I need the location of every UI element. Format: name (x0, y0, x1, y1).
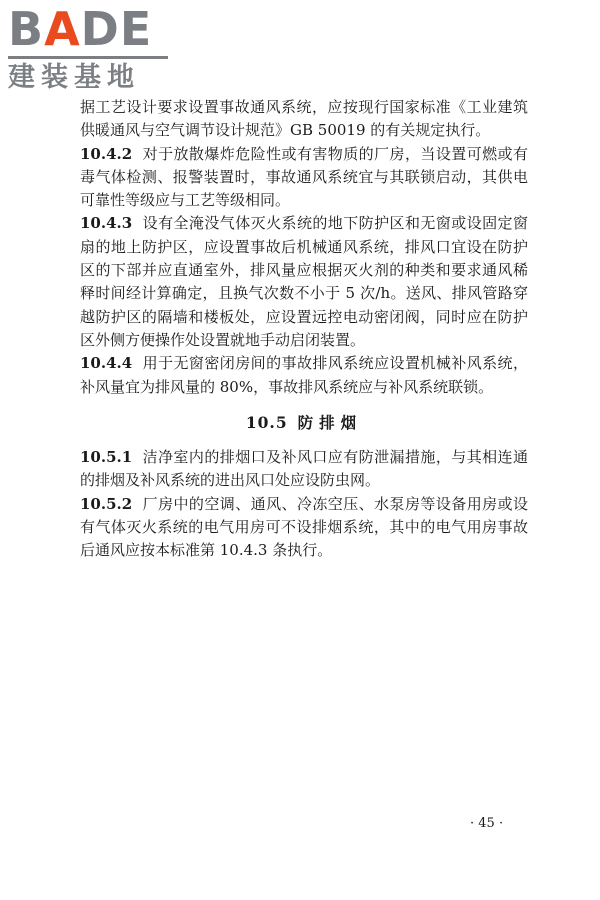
paragraph-continuation (80, 96, 528, 143)
clause-text: 用于无窗密闭房间的事故排风系统应设置机械补风系统，补风量宜为排风量的 80%，事故排风系统应与补风系统联锁。 (80, 354, 528, 396)
page-number: · 45 · (470, 816, 504, 831)
clause-number: 10.4.3 (80, 214, 133, 233)
clause-10-5-2 (80, 493, 528, 563)
clause-number: 10.5.2 (80, 494, 133, 513)
logo-divider (8, 56, 168, 59)
logo-chinese-text: 建装基地 (8, 62, 140, 93)
clause-10-4-3 (80, 212, 528, 352)
logo-letters-de: DE (80, 2, 153, 56)
page-content (80, 96, 528, 563)
paragraph-text: 据工艺设计要求设置事故通风系统，应按现行国家标准《工业建筑供暖通风与空气调节设计规范》GB 50019 的有关规定执行。 (80, 98, 528, 140)
clause-10-5-1 (80, 446, 528, 493)
clause-text: 设有全淹没气体灭火系统的地下防护区和无窗或设固定窗扇的地上防护区，应设置事故后机械通风系统，排风口宜设在防护区的下部并应直通室外，排风量应根据灭火剂的种类和要求通风稀释时间经计算确定，且换气次数不小于 5 次/h。送风、排风管路穿越防护区的隔墙和楼板处，应设置远控电动密闭阀，同时应在防护区外侧方便操作处设置就地手动启闭装置。 (80, 214, 528, 349)
clause-text: 洁净室内的排烟口及补风口应有防泄漏措施，与其相连通的排烟及补风系统的进出风口处应设防虫网。 (80, 448, 528, 490)
logo-letter-b: B (8, 2, 45, 56)
clause-number: 10.4.2 (80, 144, 133, 163)
logo-wordmark (8, 4, 178, 54)
clause-10-4-4 (80, 352, 528, 399)
clause-number: 10.5.1 (80, 448, 133, 467)
bade-logo (8, 4, 178, 93)
section-heading (80, 411, 528, 434)
clause-text: 对于放散爆炸危险性或有害物质的厂房，当设置可燃或有毒气体检测、报警装置时，事故通风系统宜与其联锁启动，其供电可靠性等级应与工艺等级相同。 (80, 144, 528, 210)
section-number: 10.5 (245, 412, 288, 432)
clause-number: 10.4.4 (80, 354, 133, 373)
logo-letter-a: A (44, 2, 81, 56)
section-title: 防排烟 (297, 412, 363, 432)
clause-text: 厂房中的空调、通风、冷冻空压、水泵房等设备用房或设有气体灭火系统的电气用房可不设排烟系统，其中的电气用房事故后通风应按本标准第 10.4.3 条执行。 (80, 494, 528, 560)
clause-10-4-2 (80, 143, 528, 213)
